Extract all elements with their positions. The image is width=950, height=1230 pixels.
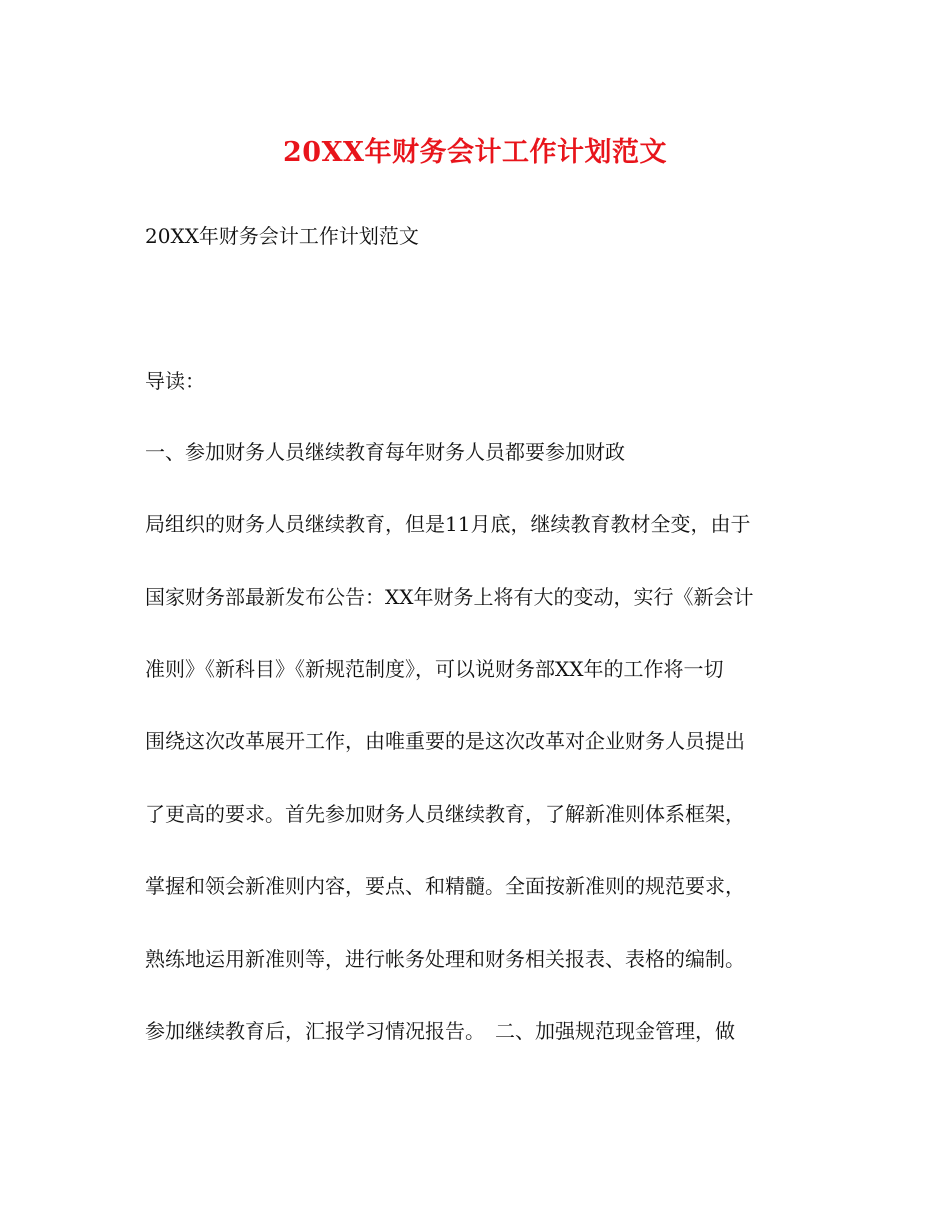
body-line: 围绕这次改革展开工作，由唯重要的是这次改革对企业财务人员提出 [145, 729, 745, 753]
document-title: 20XX年财务会计工作计划范文 [283, 137, 667, 168]
body-line: 了更高的要求。首先参加财务人员继续教育，了解新准则体系框架， [145, 802, 745, 826]
body-line: 参加继续教育后，汇报学习情况报告。 二、加强规范现金管理，做 [145, 1019, 735, 1043]
body-line: 熟练地运用新准则等，进行帐务处理和财务相关报表、表格的编制。 [145, 947, 745, 971]
body-line: 掌握和领会新准则内容，要点、和精髓。全面按新准则的规范要求， [145, 874, 745, 898]
intro-label: 导读： [145, 369, 205, 393]
body-line: 一、参加财务人员继续教育每年财务人员都要参加财政 [145, 440, 625, 464]
body-line: 国家财务部最新发布公告：XX年财务上将有大的变动，实行《新会计 [145, 585, 754, 609]
document-subtitle: 20XX年财务会计工作计划范文 [145, 224, 419, 248]
body-line: 局组织的财务人员继续教育，但是11月底，继续教育教材全变，由于 [145, 512, 751, 536]
body-line: 准则》《新科目》《新规范制度》，可以说财务部XX年的工作将一切 [145, 657, 724, 681]
